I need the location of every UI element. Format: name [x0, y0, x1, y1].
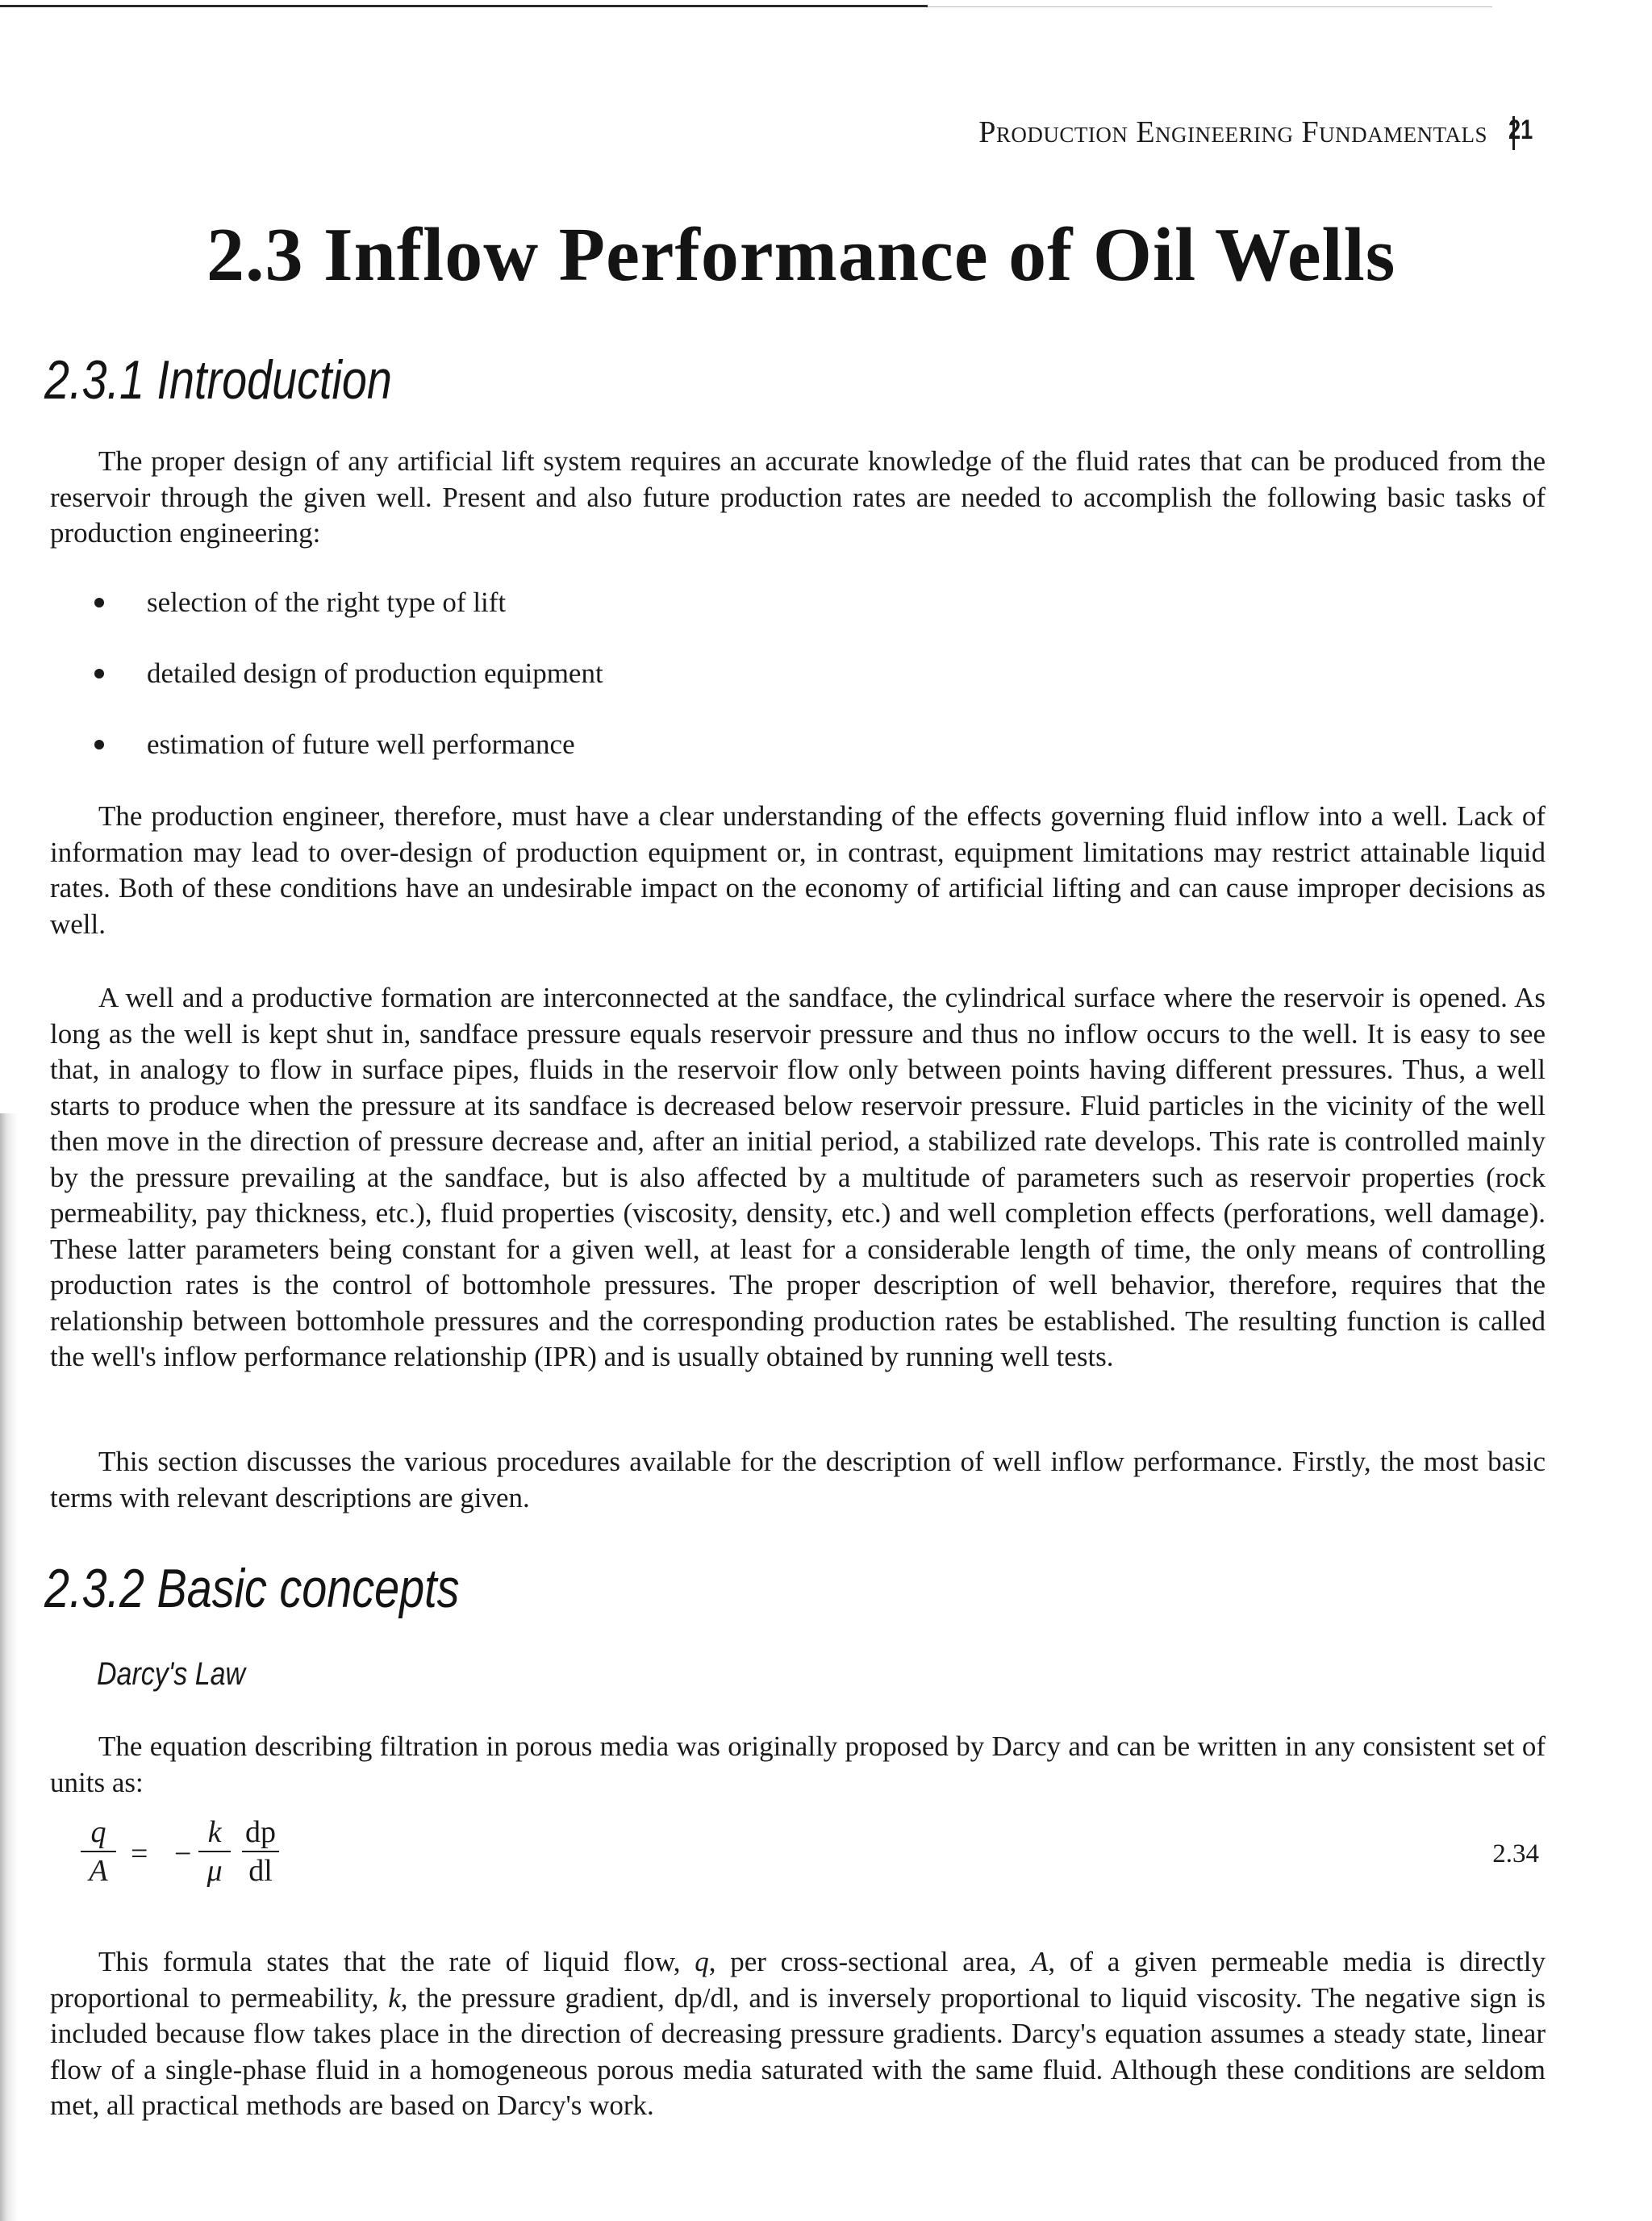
equation-minus: − [174, 1837, 192, 1871]
bullet-text: selection of the right type of lift [147, 587, 507, 618]
bullet-dot-icon [94, 598, 104, 607]
chapter-title: 2.3 Inflow Performance of Oil Wells [206, 213, 1396, 297]
subheading-darcys-law: Darcy's Law [97, 1656, 246, 1692]
list-item [50, 656, 1502, 727]
equation-dp: dp [245, 1815, 276, 1849]
top-scan-rule [0, 5, 928, 7]
text-run: , of a given permeable media is directly proportional to permeability, [50, 1946, 1546, 2014]
task-bullet-list [50, 585, 1502, 798]
fraction-bar [198, 1851, 231, 1852]
equation-q: q [90, 1815, 106, 1849]
list-item [50, 727, 1502, 798]
darcy-equation [81, 1815, 323, 1904]
bullet-text: estimation of future well performance [147, 729, 575, 760]
equation-fraction-k-over-mu [198, 1815, 231, 1888]
text-run: , per cross-sectional area, [708, 1946, 1031, 1977]
bullet-dot-icon [94, 740, 104, 749]
equation-mu: μ [206, 1854, 223, 1888]
equation-fraction-dp-over-dl [242, 1815, 279, 1888]
bullet-text: detailed design of production equipment [147, 658, 603, 689]
symbol-a: A [1031, 1946, 1049, 1977]
paragraph-engineer: The production engineer, therefore, must have a clear understanding of the effects governing fluid inflow into a well. Lack of information may lead to over-design of production equipment or, in contrast, equipment limitations may restrict attainable liquid rates. Both of these conditions have an undesirable impact on the economy of artificial lifting and can cause improper decisions as well. [50, 800, 1546, 940]
equation-fraction-q-over-a [81, 1815, 116, 1888]
list-item [50, 585, 1502, 656]
running-head [0, 115, 1652, 153]
left-scan-shadow [0, 1113, 18, 2221]
section-heading-introduction: 2.3.1 Introduction [44, 349, 392, 411]
bullet-dot-icon [94, 669, 104, 678]
running-head-title: Production Engineering Fundamentals [978, 115, 1487, 149]
paragraph-sandface: A well and a productive formation are interconnected at the sandface, the cylindrical surface where the reservoir is opened. As long as the well is kept shut in, sandface pressure equals reservoir pressure and thus no inflow occurs to the well. It is easy to see that, in analogy to flow in surface pipes, fluids in the reservoir flow only between points having different pressures. Thus, a well starts to produce when the pressure at its sandface is decreased below reservoir pressure. Fluid particles in the vicinity of the well then move in the direction of pressure decrease and, after an initial period, a stabilized rate develops. This rate is controlled mainly by the pressure prevailing at the sandface, but is also affected by a multitude of parameters such as reservoir properties (rock permeability, pay thickness, etc.), fluid properties (viscosity, density, etc.) and well completion effects (perforations, well damage). These latter parameters being constant for a given well, at least for a considerable length of time, the only means of controlling production rates is the control of bottomhole pressures. The proper description of well behavior, therefore, requires that the relationship between bottomhole pressures and the corresponding production rates be established. The resulting function is called the well's inflow performance relationship (IPR) and is usually obtained by running well tests. [50, 982, 1546, 1372]
equation-k: k [207, 1815, 222, 1849]
symbol-k: k [388, 1981, 401, 2014]
text-run: This formula states that the rate of liquid flow, [98, 1946, 695, 1977]
top-scan-rule-faint [928, 6, 1492, 7]
paragraph-darcy-explanation [50, 1944, 1546, 2124]
page-number: 21 [1508, 115, 1533, 145]
equation-dl: dl [248, 1854, 273, 1888]
fraction-bar [81, 1851, 116, 1852]
symbol-q: q [695, 1946, 709, 1977]
equation-a: A [89, 1854, 108, 1888]
paragraph-darcy-intro: The equation describing filtration in porous media was originally proposed by Darcy and can be written in any consistent set of units as: [50, 1730, 1546, 1798]
text-run: , the pressure gradient, dp/dl, and is inversely proportional to liquid viscosity. The negative sign is included because flow takes place in the direction of decreasing pressure gradients. Darcy's equation assumes a steady state, linear flow of a single-phase fluid in a homogeneous porous media saturated with the same fluid. Although these conditions are seldom met, all practical methods are based on Darcy's work. [50, 1981, 1546, 2121]
paragraph-section-overview: This section discusses the various procedures available for the description of well inflow performance. Firstly, the most basic terms with relevant descriptions are given. [50, 1446, 1546, 1513]
equation-number: 2.34 [1492, 1839, 1539, 1868]
equation-equals: = [131, 1837, 148, 1871]
fraction-bar [242, 1851, 279, 1852]
section-heading-basic-concepts: 2.3.2 Basic concepts [44, 1558, 460, 1619]
paragraph-intro: The proper design of any artificial lift system requires an accurate knowledge of the fluid rates that can be produced from the reservoir through the given well. Present and also future production rates are needed to accomplish the following basic tasks of production engineering: [50, 445, 1546, 549]
